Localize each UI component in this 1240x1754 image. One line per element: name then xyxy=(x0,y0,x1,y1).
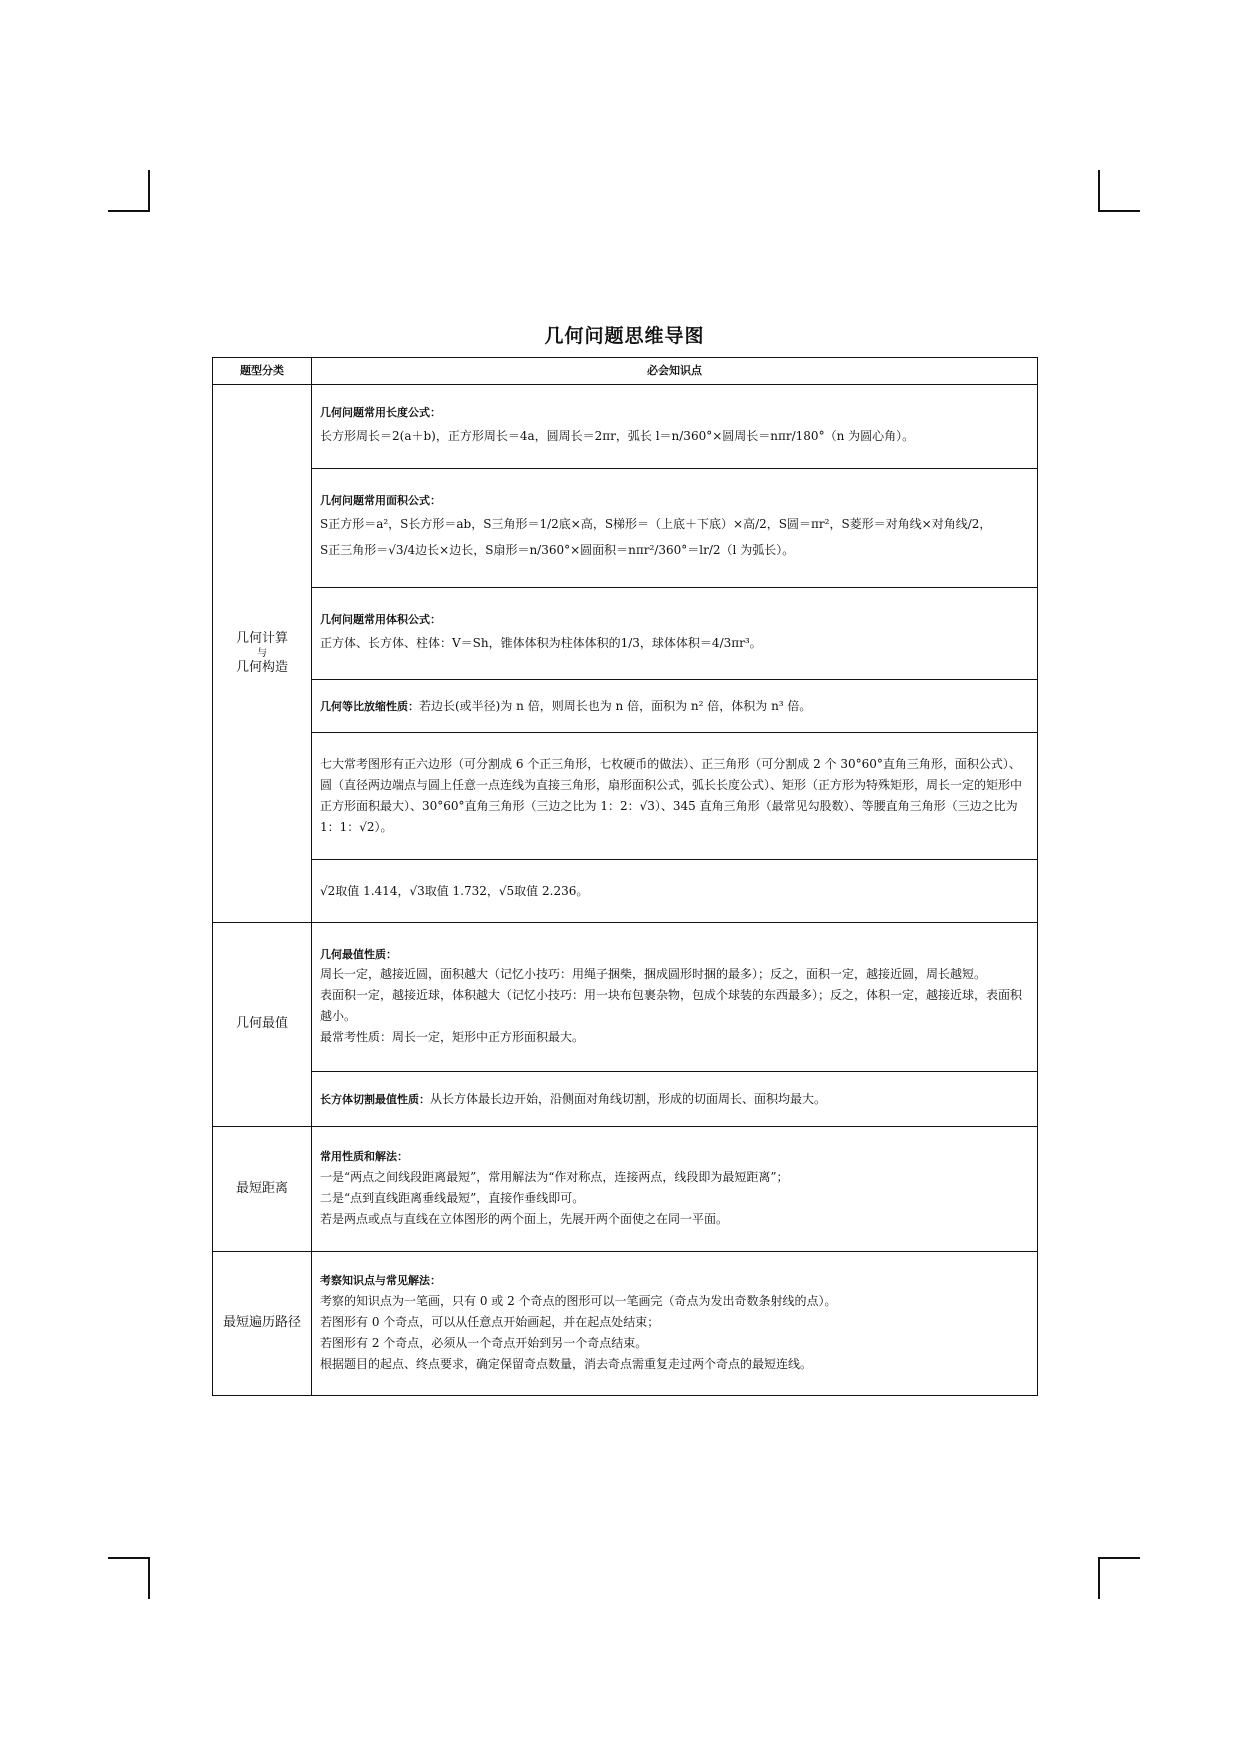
shapes-text: 七大常考图形有正六边形（可分割成 6 个正三角形，七枚硬币的做法）、正三角形（可分割成 2 个 30°60°直角三角形，面积公式）、圆（直径两边端点与圆上任意一点连线为直接三角形，扇形面积公式，弧长长度公式）、矩形（正方形为特殊矩形，周长一定的矩形中正方形面积最大）、30°60°直角三角形（三边之比为 1：2：√3）、345 直角三角形（最常见勾股数）、等腰直角三角形（三边之比为 1：1：√2）。 xyxy=(320,757,1023,834)
crop-mark-top-right xyxy=(1098,170,1140,212)
section-heading: 几何问题常用面积公式： xyxy=(320,494,441,508)
formula-text: 正方体、长方体、柱体：V＝Sh，锥体体积为柱体体积的1/3，球体体积＝4/3πr³。 xyxy=(320,635,762,650)
category-label: 与 xyxy=(257,647,267,659)
path-line: 若图形有 2 个奇点，必须从一个奇点开始到另一个奇点结束。 xyxy=(320,1335,648,1350)
section-heading: 考察知识点与常见解法： xyxy=(320,1274,441,1288)
path-line: 考察的知识点为一笔画，只有 0 或 2 个奇点的图形可以一笔画完（奇点为发出奇数条射线的点）。 xyxy=(320,1293,837,1308)
page-title: 几何问题思维导图 xyxy=(544,325,705,347)
section-heading: 长方体切割最值性质： xyxy=(320,1092,430,1106)
table-row xyxy=(213,860,1038,923)
path-cell xyxy=(312,1252,1038,1396)
category-label: 几何计算 xyxy=(235,630,288,646)
category-calc-construct xyxy=(213,385,312,923)
scaling-text: 若边长(或半径)为 n 倍，则周长也为 n 倍，面积为 n² 倍，体积为 n³ 倍。 xyxy=(419,698,812,713)
table-row xyxy=(213,733,1038,860)
mindmap-table xyxy=(212,357,1038,1396)
section-heading: 几何最值性质： xyxy=(320,947,397,961)
roots-cell xyxy=(312,860,1038,923)
section-heading: 几何问题常用长度公式： xyxy=(320,405,441,419)
table-row xyxy=(213,1252,1038,1396)
shortest-line: 一是“两点之间线段距离最短”，常用解法为“作对称点，连接两点，线段即为最短距离”； xyxy=(320,1169,789,1184)
table-row xyxy=(213,385,1038,469)
table-row xyxy=(213,923,1038,1072)
shortest-cell xyxy=(312,1127,1038,1252)
extreme-line: 最常考性质：周长一定，矩形中正方形面积最大。 xyxy=(320,1030,585,1045)
crop-mark-bottom-right xyxy=(1098,1557,1140,1599)
scaling-cell xyxy=(312,680,1038,733)
shortest-line: 若是两点或点与直线在立体图形的两个面上，先展开两个面使之在同一平面。 xyxy=(320,1211,729,1226)
area-formulas-cell xyxy=(312,469,1038,588)
cuboid-text: 从长方体最长边开始，沿侧面对角线切割，形成的切面周长、面积均最大。 xyxy=(430,1091,827,1106)
path-line: 若图形有 0 个奇点，可以从任意点开始画起，并在起点处结束； xyxy=(320,1314,660,1329)
table-header-row xyxy=(213,358,1038,385)
volume-formulas-cell xyxy=(312,588,1038,680)
crop-mark-bottom-left xyxy=(108,1557,150,1599)
table-row xyxy=(213,680,1038,733)
category-extreme: 几何最值 xyxy=(213,923,312,1127)
length-formulas-cell xyxy=(312,385,1038,469)
shortest-line: 二是“点到直线距离垂线最短”，直接作垂线即可。 xyxy=(320,1190,585,1205)
cuboid-cell xyxy=(312,1072,1038,1127)
formula-text: S正三角形＝√3/4边长×边长，S扇形＝n/360°×圆面积＝nπr²/360°＝lr/2（l 为弧长）。 xyxy=(320,543,795,558)
header-knowledge: 必会知识点 xyxy=(312,358,1038,385)
category-label: 几何构造 xyxy=(235,659,288,675)
crop-mark-top-left xyxy=(108,170,150,212)
formula-text: 长方形周长＝2(a＋b)，正方形周长＝4a，圆周长＝2πr，弧长 l＝n/360°×圆周长＝nπr/180°（n 为圆心角）。 xyxy=(320,428,915,443)
path-line: 根据题目的起点、终点要求，确定保留奇点数量，消去奇点需重复走过两个奇点的最短连线。 xyxy=(320,1356,813,1371)
table-row xyxy=(213,1127,1038,1252)
table-row xyxy=(213,1072,1038,1127)
table-row xyxy=(213,588,1038,680)
category-shortest: 最短距离 xyxy=(213,1127,312,1252)
shapes-cell xyxy=(312,733,1038,860)
extreme-props-cell xyxy=(312,923,1038,1072)
table-row xyxy=(213,469,1038,588)
section-heading: 几何等比放缩性质： xyxy=(320,699,419,713)
category-path: 最短遍历路径 xyxy=(213,1252,312,1396)
roots-text: √2取值 1.414，√3取值 1.732，√5取值 2.236。 xyxy=(320,883,589,898)
section-heading: 几何问题常用体积公式： xyxy=(320,612,441,626)
header-category: 题型分类 xyxy=(213,358,312,385)
extreme-line: 表面积一定，越接近球，体积越大（记忆小技巧：用一块布包裹杂物，包成个球装的东西最多）；反之，体积一定，越接近球，表面积越小。 xyxy=(320,988,1023,1024)
section-heading: 常用性质和解法： xyxy=(320,1150,408,1164)
extreme-line: 周长一定，越接近圆，面积越大（记忆小技巧：用绳子捆柴，捆成圆形时捆的最多）；反之，面积一定，越接近圆，周长越短。 xyxy=(320,967,987,982)
formula-text: S正方形＝a²，S长方形＝ab，S三角形＝1/2底×高，S梯形＝（上底＋下底）×高/2，S圆＝πr²，S菱形＝对角线×对角线/2， xyxy=(320,516,992,531)
